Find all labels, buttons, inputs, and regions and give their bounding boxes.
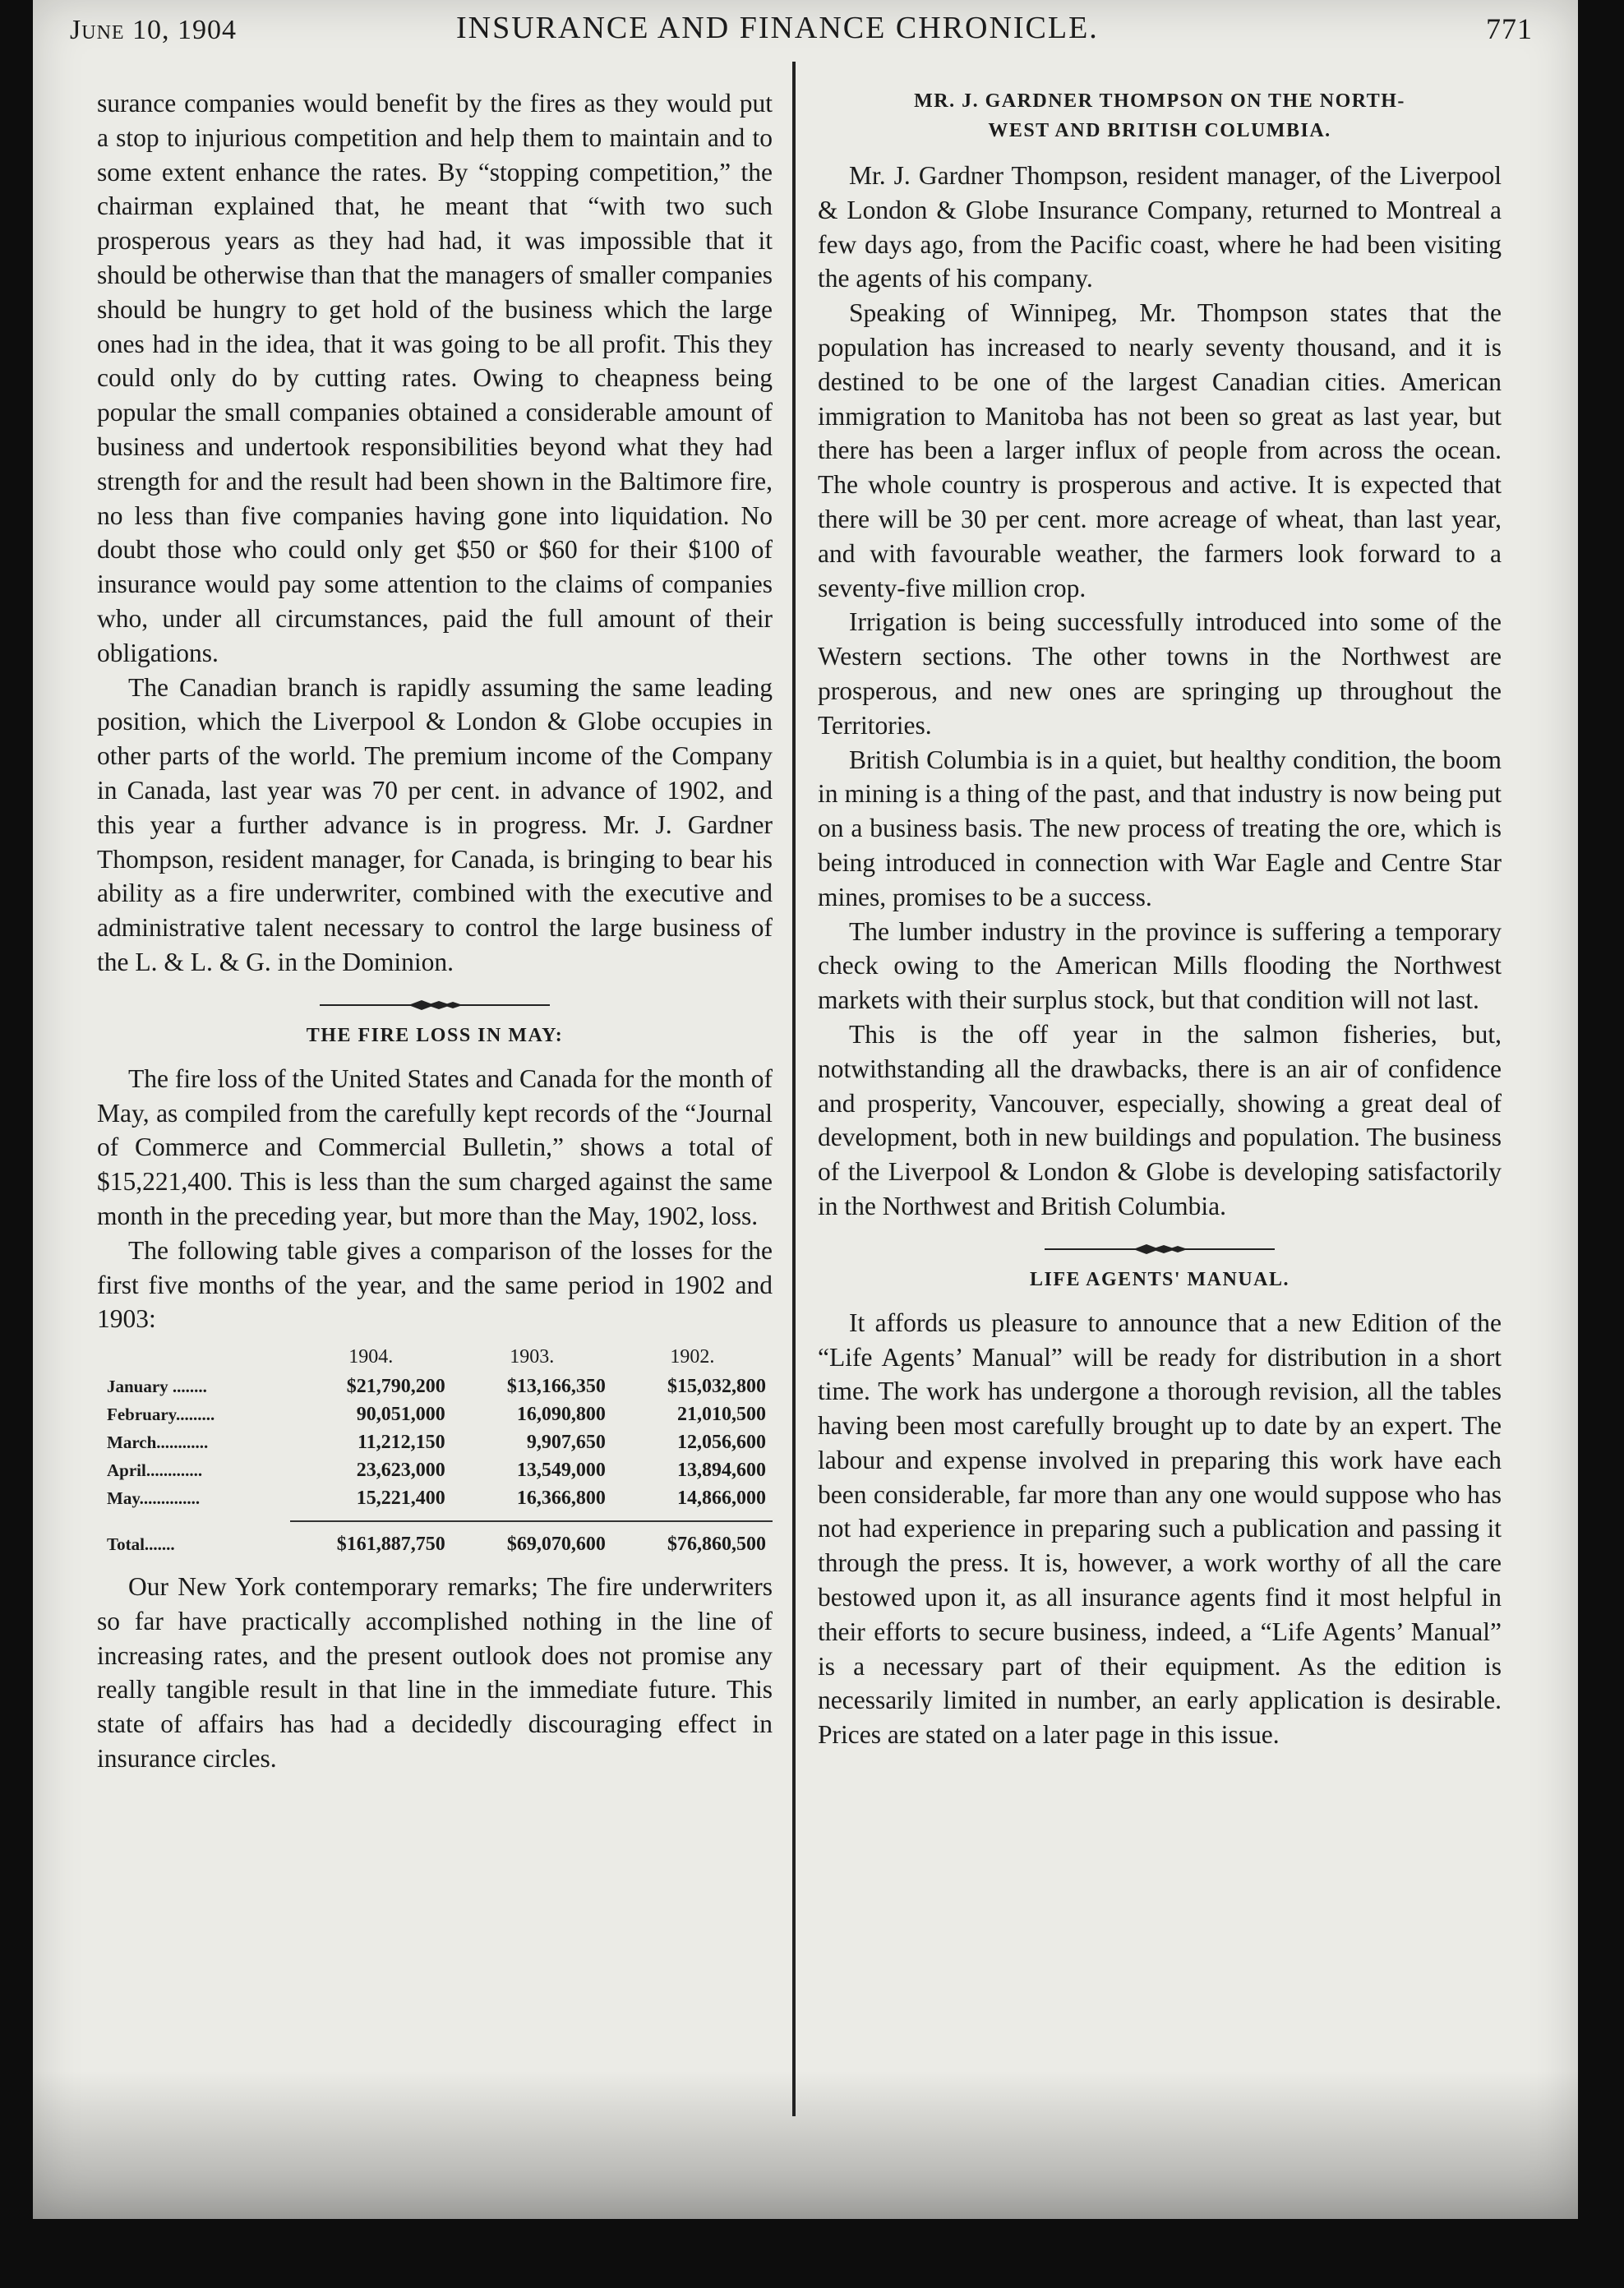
value-cell: 13,549,000 — [516, 1460, 606, 1482]
total-cell: $69,070,600 — [506, 1534, 606, 1556]
canadian-branch-paragraph: The Canadian branch is rapidly assuming the same leading position, which the Liverpool & London & Globe occupies in other parts of the world. The premium income of the Company in Canada, last year was 70 per cent. in advance of 1902, and this year a further advance is in progress. Mr. J. Gardner Thompson, resident manager, for Canada, is bringing to bear his ability as a fire underwriter, combined with the executive and administrative talent necessary to control the large business of the L. & L. & G. in the Dominion. — [97, 672, 773, 976]
month-label: April............. — [107, 1460, 203, 1481]
publication-title: INSURANCE AND FINANCE CHRONICLE. — [456, 11, 1099, 45]
life-agents-manual-heading: LIFE AGENTS' MANUAL. — [1029, 1268, 1290, 1290]
section-ornament — [320, 999, 550, 1011]
table-header-row — [107, 1343, 773, 1372]
fire-loss-paragraph-2: The following table gives a comparison of the losses for the first five months of the year, and the same period in 1902 and 1903: — [97, 1235, 773, 1334]
thompson-paragraph: Speaking of Winnipeg, Mr. Thompson states that the population has increased to nearly seventy thousand, and it is destined to be one of the largest Canadian cities. American immigration to Manitoba has not been so great as last year, but there has been a larger influx of people from across the ocean. The whole country is prosperous and active. It is expected that there will be 30 per cent. more acreage of wheat, than last year, and with favourable weather, the farmers look forward to a seventy-five million crop. — [818, 298, 1502, 602]
sum-rule-row — [107, 1512, 773, 1521]
thompson-paragraph: The lumber industry in the province is suffering a temporary check owing to the American Mills flooding the Northwest markets with their surplus stock, but that condition will not last. — [818, 916, 1502, 1015]
thompson-paragraph: British Columbia is in a quiet, but healthy condition, the boom in mining is a thing of the past, and that industry is now being put on a business basis. The new process of treating the ore, which is being introduced in connection with War Eagle and Centre Star mines, promises to be a success. — [818, 745, 1502, 911]
left-column — [97, 86, 773, 1776]
column-header: 1903. — [510, 1346, 555, 1368]
life-agents-manual-paragraph: It affords us pleasure to announce that a new Edition of the “Life Agents’ Manual” will be ready for distribution in a short time. The work has undergone a thorough revision, all the tables having been most carefully brought up to date by an expert. The labour and expense involved in preparing this work have each been considerable, far more than any one would suppose who has not had experience in preparing such a publication and passing it through the press. It is, however, a work worthy of all the care bestowed upon it, as all insurance agents find it most helpful in their efforts to secure business, indeed, a “Life Agents’ Manual” is a necessary part of their equipment. As the edition is necessarily limited in number, an early application is desirable. Prices are stated on a later page in this issue. — [818, 1308, 1502, 1750]
column-divider — [792, 62, 796, 2116]
month-label: February......... — [107, 1405, 215, 1425]
value-cell: 14,866,000 — [677, 1488, 766, 1510]
value-cell: 16,366,800 — [516, 1488, 606, 1510]
table-row — [107, 1372, 773, 1400]
table-row — [107, 1400, 773, 1428]
thompson-paragraph: Mr. J. Gardner Thompson, resident manager, of the Liverpool & London & Globe Insurance Company, returned to Montreal a few days ago, from the Pacific coast, where he had been visiting the agents of his company. — [818, 161, 1502, 293]
value-cell: 12,056,600 — [677, 1432, 766, 1454]
value-cell: 23,623,000 — [356, 1460, 445, 1482]
fire-loss-heading: THE FIRE LOSS IN MAY: — [306, 1024, 564, 1046]
thompson-heading-line-1: MR. J. GARDNER THOMPSON ON THE NORTH- — [914, 90, 1405, 112]
column-header: 1902. — [670, 1346, 715, 1368]
newspaper-page — [33, 0, 1578, 2219]
month-label: May.............. — [107, 1488, 201, 1509]
table-row — [107, 1456, 773, 1484]
table-row — [107, 1484, 773, 1512]
fire-loss-paragraph-1: The fire loss of the United States and Canada for the month of May, as compiled from the carefully kept records of the “Journal of Commerce and Commercial Bulletin,” shows a total of $15,221,400. This is less than the sum charged against the same month in the preceding year, but more than the May, 1902, loss. — [97, 1063, 773, 1230]
fire-loss-paragraph-3: Our New York contemporary remarks; The fire underwriters so far have practically accomplished nothing in the line of increasing rates, and the present outlook does not promise any really tangible result in that line in the immediate future. This state of affairs has had a decidedly discouraging effect in insurance circles. — [97, 1572, 773, 1774]
continued-article-paragraph: surance companies would benefit by the fires as they would put a stop to injurious competition and help them to maintain and to some extent enhance the rates. By “stopping competition,” the chairman explained that, he meant that “with two such prosperous years as they had had, it was impossible that it should be otherwise than that the managers of smaller companies should be hungry to get hold of the business which the large ones had in the idea, that it was going to be all profit. This they could only do by cutting rates. Owing to cheapness being popular the small companies obtained a considerable amount of business and undertook responsibilities beyond what they had strength for and the result had been shown in the Baltimore fire, no less than five companies having gone into liquidation. No doubt those who could only get $50 or $60 for their $100 of insurance would pay some attention to the claims of companies who, under all circumstances, paid the full amount of their obligations. — [97, 89, 773, 667]
value-cell: $15,032,800 — [667, 1376, 766, 1398]
total-label: Total....... — [107, 1534, 175, 1554]
total-cell: $161,887,750 — [336, 1534, 445, 1556]
thompson-paragraph: This is the off year in the salmon fisheries, but, notwithstanding all the drawbacks, there is an air of confidence and prosperity, Vancouver, especially, showing a great deal of development, both in new buildings and population. The business of the Liverpool & London & Globe is developing satisfactorily in the Northwest and British Columbia. — [818, 1019, 1502, 1220]
fire-loss-table — [107, 1343, 773, 1558]
column-header: 1904. — [348, 1346, 394, 1368]
section-ornament — [1045, 1243, 1275, 1255]
right-column — [818, 86, 1502, 1752]
page-header — [70, 7, 1533, 56]
thompson-paragraph: Irrigation is being successfully introduced into some of the Western sections. The other towns in the Northwest are prosperous, and new ones are springing up throughout the Territories. — [818, 607, 1502, 740]
value-cell: 15,221,400 — [356, 1488, 445, 1510]
value-cell: 90,051,000 — [356, 1404, 445, 1426]
page-number: 771 — [1486, 12, 1533, 45]
issue-date: June 10, 1904 — [70, 15, 238, 45]
table-row — [107, 1428, 773, 1456]
value-cell: 13,894,600 — [677, 1460, 766, 1482]
value-cell: 16,090,800 — [516, 1404, 606, 1426]
value-cell: 11,212,150 — [358, 1432, 445, 1454]
value-cell: $21,790,200 — [346, 1376, 445, 1398]
thompson-heading-line-2: WEST AND BRITISH COLUMBIA. — [988, 120, 1331, 141]
value-cell: 9,907,650 — [526, 1432, 606, 1454]
total-cell: $76,860,500 — [667, 1534, 766, 1556]
month-label: March............ — [107, 1432, 209, 1453]
value-cell: 21,010,500 — [677, 1404, 766, 1426]
month-label: January ........ — [107, 1377, 207, 1397]
table-total-row — [107, 1521, 773, 1558]
value-cell: $13,166,350 — [506, 1376, 606, 1398]
